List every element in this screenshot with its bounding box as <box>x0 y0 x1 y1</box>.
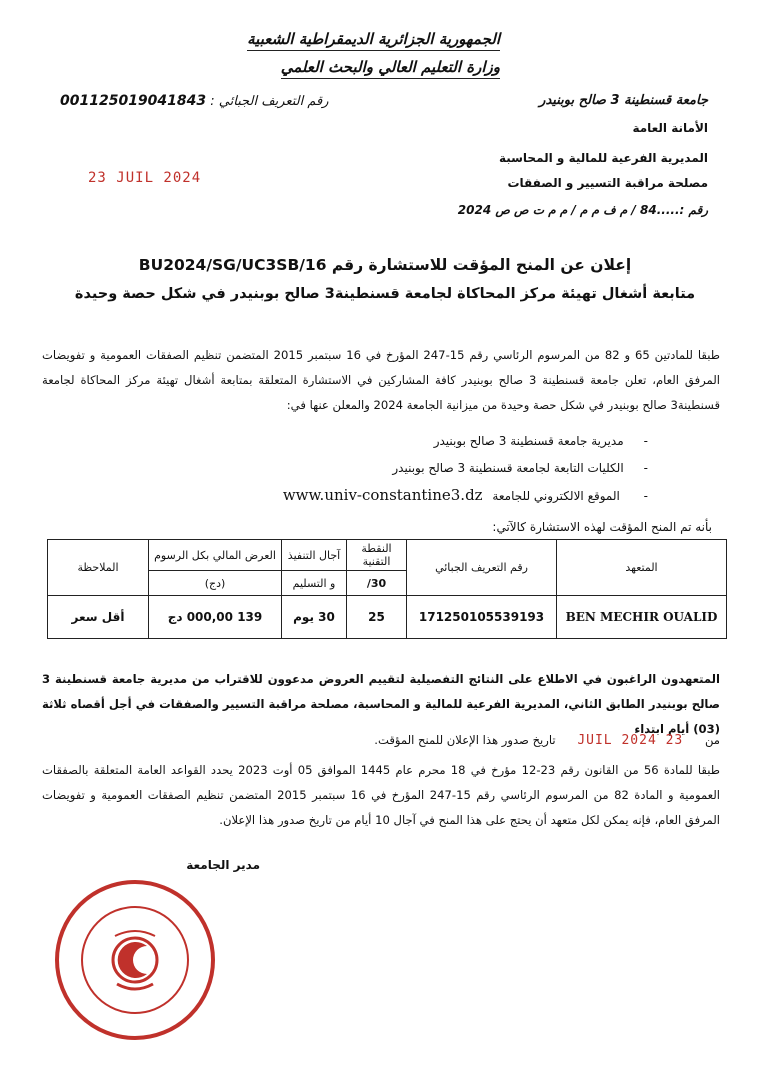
tax-id-value: 001125019041843 <box>60 93 207 109</box>
website-link[interactable]: www.univ-constantine3.dz <box>282 486 483 504</box>
consult-paragraph-date-line: من 23 JUIL 2024 تاريخ صدور هذا الإعلان للمنح المؤقت. <box>374 733 720 748</box>
signature-title: مدير الجامعة <box>186 858 260 872</box>
institution-secretariat: الأمانة العامة <box>632 121 708 135</box>
cell-tax-id: 171250105539193 <box>407 596 557 639</box>
list-item: - الموقع الالكتروني للجامعة www.univ-constantine3.dz <box>108 482 648 510</box>
institution-subdirectorate: المديرية الفرعية للمالية و المحاسبة <box>498 151 708 165</box>
header-financial-offer: العرض المالي بكل الرسوم <box>149 540 282 571</box>
table-intro: بأنه تم المنح المؤقت لهذه الاستشارة كالآتي: <box>492 520 712 534</box>
institution-service: مصلحة مراقبة التسيير و الصفقات <box>507 176 708 190</box>
date-stamp: 23 JUIL 2024 <box>88 170 202 186</box>
cell-bidder: BEN MECHIR OUALID <box>557 596 727 639</box>
announcement-title: إعلان عن المنح المؤقت للاستشارة رقم BU2024/SG/UC3SB/16 <box>138 256 632 274</box>
cell-technical-score: 25 <box>347 596 407 639</box>
announcement-subtitle: متابعة أشغال تهيئة مركز المحاكاة لجامعة قسنطينة3 صالح بوبنيدر في شكل حصة وحيدة <box>74 286 696 302</box>
table-row <box>48 596 727 639</box>
consult-paragraph: المتعهدون الراغبون في الاطلاع على النتائج التفصيلية لتقييم العروض مدعوون للاقتراب من مديرية جامعة قسنطينة 3 صالح بوبنيدر الطابق الثاني، المديرية الفرعية للمالية و المحاسبة، مصلحة مراقبة التسيير والصفقات في أجل أقصاه ثلاثة (03) أيام ابتداء <box>42 672 720 736</box>
header-financial-offer-unit: (دج) <box>149 571 282 596</box>
inline-date-stamp: 23 JUIL 2024 <box>577 733 684 748</box>
tax-id-label: رقم التعريف الجبائي : <box>210 94 329 109</box>
publication-list <box>108 428 648 510</box>
institution-university: جامعة قسنطينة 3 صالح بوبنيدر <box>539 93 708 108</box>
header-ministry: وزارة التعليم العالي والبحث العلمي <box>200 58 500 76</box>
cell-deadline: 30 يوم <box>282 596 347 639</box>
results-table <box>47 539 727 639</box>
intro-paragraph: طبقا للمادتين 65 و 82 من المرسوم الرئاسي رقم 15-247 المؤرخ في 16 سبتمبر 2015 المتضمن تنظيم الصفقات العمومية و تفويضات المرفق العام، تعلن جامعة قسنطينة 3 صالح بوبنيدر كافة المشاركين في الاستشارة المتعلقة بمتابعة أشغال تهيئة مركز المحاكاة لجامعة قسنطينة3 صالح بوبنيدر في شكل حصة وحيدة من ميزانية الجامعة 2024 والمعلن عنها في: <box>42 348 720 412</box>
header-technical-score: النقطة التقنية <box>347 540 407 571</box>
seal-emblem-icon <box>55 880 215 1040</box>
list-item: - مديرية جامعة قسنطينة 3 صالح بوبنيدر <box>108 428 648 455</box>
cell-financial-offer: 139 000,00 دج <box>149 596 282 639</box>
university-seal <box>55 880 215 1040</box>
header-tax-id: رقم التعريف الجبائي <box>407 540 557 596</box>
legal-paragraph: طبقا للمادة 56 من القانون رقم 23-12 مؤرخ في 18 محرم عام 1445 الموافق 05 أوت 2023 يحدد القواعد العامة المتعلقة بالصفقات العمومية و المادة 82 من المرسوم الرئاسي رقم 15-247 المؤرخ في 16 سبتمبر 2015 المتضمن تنظيم الصفقات العمومية و تفويضات المرفق العام، فإنه يمكن لكل متعهد أن يحتج على هذا المنح في آجال 10 أيام من تاريخ صدور هذا الإعلان. <box>42 763 720 827</box>
header-bidder: المتعهد <box>557 540 727 596</box>
header-deadline-2: و التسليم <box>282 571 347 596</box>
list-item: - الكليات التابعة لجامعة قسنطينة 3 صالح بوبنيدر <box>108 455 648 482</box>
header-deadline: آجال التنفيذ <box>282 540 347 571</box>
header-republic: الجمهورية الجزائرية الديمقراطية الشعبية <box>200 30 500 48</box>
header-technical-score-max: 30/ <box>347 571 407 596</box>
header-remark: الملاحظة <box>48 540 149 596</box>
reference-number: رقم :.....84 / م ف م م / م م ت ص ص 2024 <box>457 203 708 217</box>
cell-remark: أقل سعر <box>48 596 149 639</box>
table-header-row <box>48 540 727 571</box>
tax-id <box>60 93 400 109</box>
